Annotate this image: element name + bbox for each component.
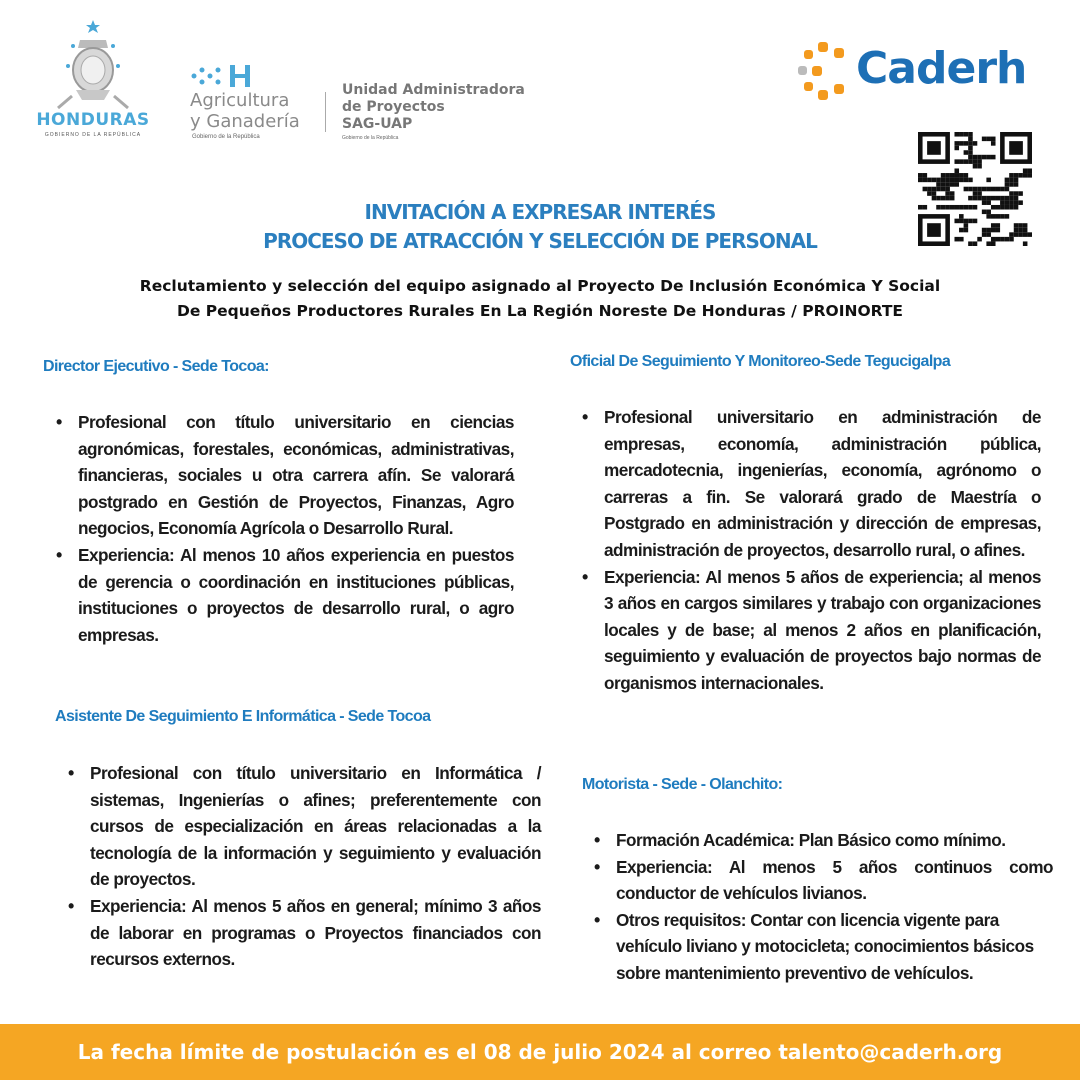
director-item-experience: • Experiencia: Al menos 10 años experiencia en puestos de gerencia o coordinación en instituciones públicas, instituciones o proyectos de desarrollo rural, o agro empresas. — [52, 542, 514, 648]
honduras-logo — [28, 18, 158, 148]
director-requirements — [52, 409, 514, 648]
uap-line3: SAG-UAP — [342, 116, 413, 132]
asistente-requirements — [64, 760, 541, 973]
coat-of-arms-icon — [28, 18, 158, 110]
subtitle-line2: De Pequeños Productores Rurales En La Región Noreste De Honduras / PROINORTE — [176, 302, 904, 320]
motorista-heading: Motorista - Sede - Olanchito: — [582, 776, 783, 793]
uap-line2: de Proyectos — [342, 99, 445, 115]
caderh-wordmark: Caderh — [856, 43, 1027, 94]
subtitle-line1: Reclutamiento y selección del equipo asignado al Proyecto De Inclusión Económica Y Social — [139, 277, 941, 295]
motorista-item-other: • Otros requisitos: Contar con licencia vigente para vehículo liviano y motocicleta; conocimientos básicos sobre mantenimiento preventivo de vehículos. — [590, 907, 1053, 987]
title-line2: PROCESO DE ATRACCIÓN Y SELECCIÓN DE PERSONAL — [263, 229, 817, 253]
asistente-heading: Asistente De Seguimiento E Informática - Sede Tocoa — [55, 708, 431, 725]
logo-divider — [325, 92, 326, 132]
motorista-item-education: • Formación Académica: Plan Básico como mínimo. — [590, 827, 1053, 854]
caderh-dots-icon — [796, 40, 856, 104]
sag-h-icon — [190, 62, 260, 90]
deadline-text: La fecha límite de postulación es el 08 de julio 2024 al correo talento@caderh.org — [77, 1040, 1003, 1064]
oficial-item-experience: • Experiencia: Al menos 5 años de experiencia; al menos 3 años en cargos similares y trabajo con organizaciones locales y de base; al menos 2 años en planificación, seguimiento y evaluación de proyectos bajo normas de organismos internacionales. — [578, 564, 1041, 697]
caderh-logo — [796, 40, 1046, 104]
honduras-wordmark: HONDURAS — [36, 110, 150, 130]
sag-gov-text: Gobierno de la República — [192, 134, 260, 140]
motorista-item-experience: • Experiencia: Al menos 5 años continuos como conductor de vehículos livianos. — [590, 854, 1053, 907]
asistente-item-experience: • Experiencia: Al menos 5 años en general; mínimo 3 años de laborar en programas o Proyectos financiados con recursos externos. — [64, 893, 541, 973]
oficial-heading: Oficial De Seguimiento Y Monitoreo-Sede Tegucigalpa — [570, 353, 951, 370]
sag-line2: y Ganadería — [190, 111, 300, 132]
title-line1: INVITACIÓN A EXPRESAR INTERÉS — [364, 200, 716, 224]
oficial-requirements — [578, 404, 1041, 697]
footer-bar — [0, 1024, 1080, 1080]
asistente-item-education: • Profesional con título universitario en Informática / sistemas, Ingenierías o afines; preferentemente con cursos de especialización en áreas relacionadas a la tecnología de la información y seguimiento y evaluación de proyectos. — [64, 760, 541, 893]
uap-line1: Unidad Administradora — [342, 82, 525, 98]
sag-line1: Agricultura — [190, 90, 290, 111]
motorista-requirements — [590, 827, 1053, 987]
director-heading: Director Ejecutivo - Sede Tocoa: — [43, 358, 269, 375]
director-item-education: • Profesional con título universitario en ciencias agronómicas, forestales, económicas, administrativas, financieras, sociales u otra carrera afín. Se valorará postgrado en Gestión de Proyectos, Finanzas, Agro negocios, Economía Agrícola o Desarrollo Rural. — [52, 409, 514, 542]
uap-gov-text: Gobierno de la República — [342, 135, 399, 141]
sag-logo — [190, 62, 540, 152]
honduras-subtitle: GOBIERNO DE LA REPÚBLICA — [44, 132, 142, 138]
oficial-item-education: • Profesional universitario en administración de empresas, economía, administración pública, mercadotecnia, ingenierías, economía, agrónomo o carreras a fin. Se valorará grado de Maestría o Postgrado en administración y dirección de empresas, administración de proyectos, desarrollo rural, o afines. — [578, 404, 1041, 564]
